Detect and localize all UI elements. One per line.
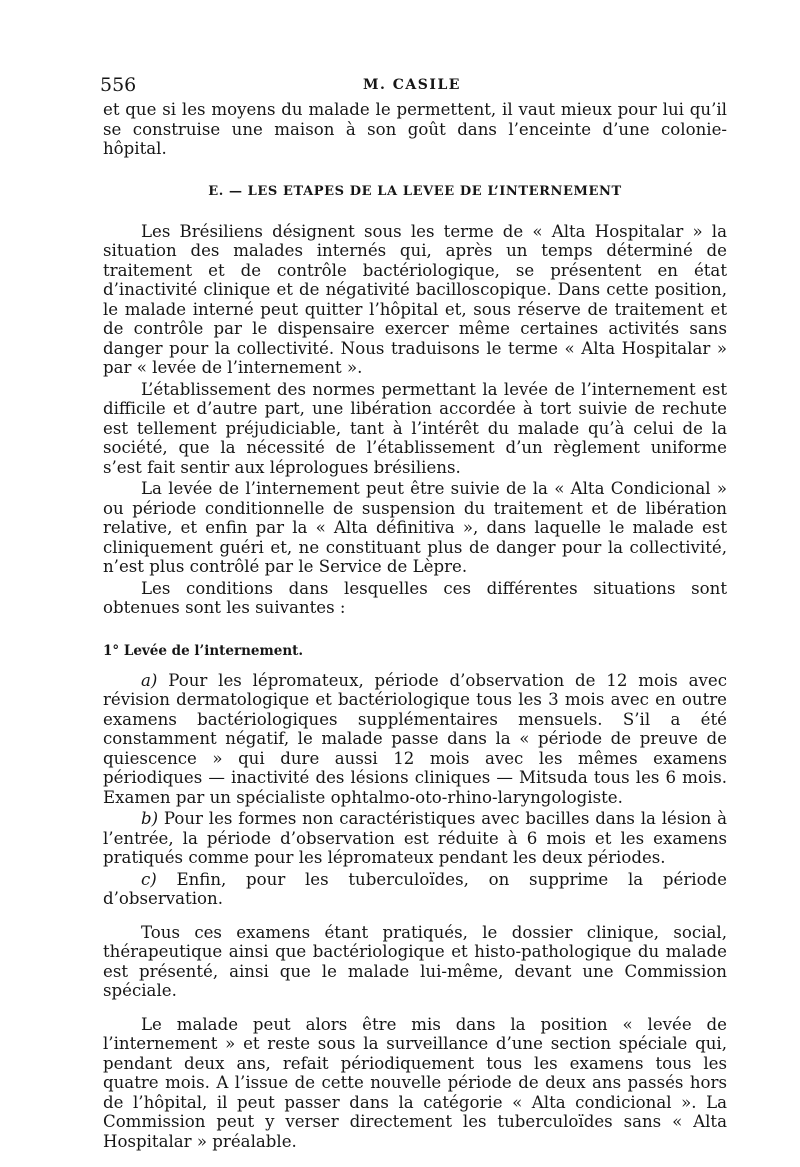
- item-label: c): [141, 869, 157, 889]
- paragraph: Le malade peut alors être mis dans la position « levée de l’internement » et reste sous la surveillance d’une section spéciale qui, pendant deux ans, refait périodiquement tous les examens tous les quatre mois. A l’issue de cette nouvelle période de deux ans passés hors de l’hôpital, il peut passer dans la catégorie « Alta condicional ». La Commission peut y verser directement les tuberculoïdes sans « Alta Hospitalar » préalable.: [103, 1014, 727, 1151]
- paragraph: L’établissement des normes permettant la levée de l’internement est difficile et d’autre part, une libération accordée à tort suivie de rechute est tellement préjudiciable, tant à l’intérêt du malade qu’à celui de la société, que la nécessité de l’établissement d’un règlement uniforme s’est fait sentir aux léprologues brésiliens.: [103, 379, 727, 477]
- paragraph: Tous ces examens étant pratiqués, le dossier clinique, social, thérapeutique ainsi que bactériologique et histo-pathologique du malade est présenté, ainsi que le malade lui-même, devant une Commission spéciale.: [103, 922, 727, 1000]
- page-body: [103, 100, 727, 1151]
- subsection-title: 1° Levée de l’internement.: [103, 642, 304, 659]
- item-text: Pour les formes non caractéristiques avec bacilles dans la lésion à l’entrée, la période d’observation est réduite à 6 mois et les examens pratiqués comme pour les lépromateux pendant les deux périodes.: [103, 809, 727, 867]
- list-item-c: [103, 870, 727, 909]
- running-head: M. CASILE: [363, 77, 461, 93]
- paragraph-continuation: et que si les moyens du malade le permettent, il vaut mieux pour lui qu’il se construise une maison à son goût dans l’enceinte d’une colonie-hôpital.: [103, 100, 727, 158]
- paragraph: La levée de l’internement peut être suivie de la « Alta Condicional » ou période conditionnelle de suspension du traitement et de libération relative, et enfin par la « Alta définitiva », dans laquelle le malade est cliniquement guéri et, ne constituant plus de danger pour la collectivité, n’est plus contrôlé par le Service de Lèpre.: [103, 479, 727, 576]
- section-title: E. — LES ETAPES DE LA LEVEE DE L’INTERNEMENT: [208, 183, 622, 199]
- page-number: 556: [100, 74, 137, 96]
- page-header: [100, 74, 724, 96]
- paragraph: Les conditions dans lesquelles ces différentes situations sont obtenues sont les suivantes :: [103, 578, 727, 617]
- item-text: Enfin, pour les tuberculoïdes, on supprime la période d’observation.: [103, 869, 727, 908]
- list-item-b: [103, 809, 727, 868]
- item-text: Pour les lépromateux, période d’observation de 12 mois avec révision dermatologique et bactériologique tous les 3 mois avec en outre examens bactériologiques supplémentaires mensuels. S’il a été constamment négatif, le malade passe dans la « période de preuve de quiescence » qui dure aussi 12 mois avec les mêmes examens périodiques — inactivité des lésions cliniques — Mitsuda tous les 6 mois. Examen par un spécialiste ophtalmo-oto-rhino-laryngologiste.: [103, 670, 727, 807]
- list-item-a: [103, 671, 727, 808]
- paragraph: Les Brésiliens désignent sous les terme de « Alta Hospitalar » la situation des malades internés qui, après un temps déterminé de traitement et de contrôle bactériologique, se présentent en état d’inactivité clinique et de négativité bacilloscopique. Dans cette position, le malade interné peut quitter l’hôpital et, sous réserve de traitement et de contrôle par le dispensaire exercer même certaines activités sans danger pour la collectivité. Nous traduisons le terme « Alta Hospitalar » par « levée de l’internement ».: [103, 221, 727, 377]
- item-label: b): [141, 809, 159, 828]
- item-label: a): [141, 670, 158, 690]
